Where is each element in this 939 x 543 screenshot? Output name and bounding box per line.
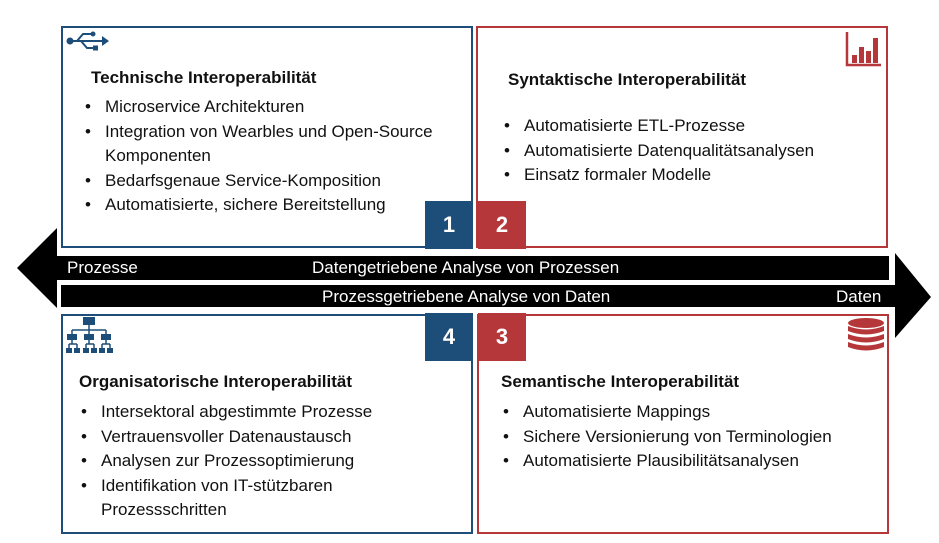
quadrant-title: Organisatorische Interoperabilität [79,372,353,391]
arrow-label-data: Daten [836,287,882,306]
list-item: • Automatisierte ETL-Prozesse [502,114,882,139]
list-item: • Einsatz formaler Modelle [502,163,882,188]
quadrant-title: Syntaktische Interoperabilität [508,70,747,89]
list-item: • Vertrauensvoller Datenaustausch [79,425,459,450]
database-icon [846,317,886,355]
quadrant-number-badge: 1 [425,201,473,249]
list-item: • Analysen zur Prozessoptimierung [79,449,459,474]
list-item: • Automatisierte Datenqualitätsanalysen [502,139,882,164]
quadrant-number-badge: 2 [478,201,526,249]
arrow-label-data-driven: Datengetriebene Analyse von Prozessen [312,258,620,277]
list-item: • Intersektoral abgestimmte Prozesse [79,400,459,425]
quadrant-title: Technische Interoperabilität [91,68,317,87]
quadrant-number-badge: 3 [478,313,526,361]
quadrant-number-badge: 4 [425,313,473,361]
org-chart-icon [65,316,113,356]
usb-icon [65,30,111,52]
bar-chart-icon [845,31,883,67]
quadrant-title: Semantische Interoperabilität [501,372,740,391]
list-item: • Identifikation von IT-stützbaren Prozessschritten [79,474,459,523]
list-item: • Automatisierte Mappings [501,400,881,425]
list-item: • Integration von Wearbles und Open-Source Komponenten [83,120,453,169]
list-item: • Bedarfsgenaue Service-Komposition [83,169,453,194]
list-item: • Sichere Versionierung von Terminologien [501,425,881,450]
list-item: • Automatisierte, sichere Bereitstellung [83,193,453,218]
list-item: • Automatisierte Plausibilitätsanalysen [501,449,881,474]
arrow-label-processes: Prozesse [67,258,138,277]
arrow-label-process-driven: Prozessgetriebene Analyse von Daten [322,287,611,306]
list-item: • Microservice Architekturen [83,95,453,120]
